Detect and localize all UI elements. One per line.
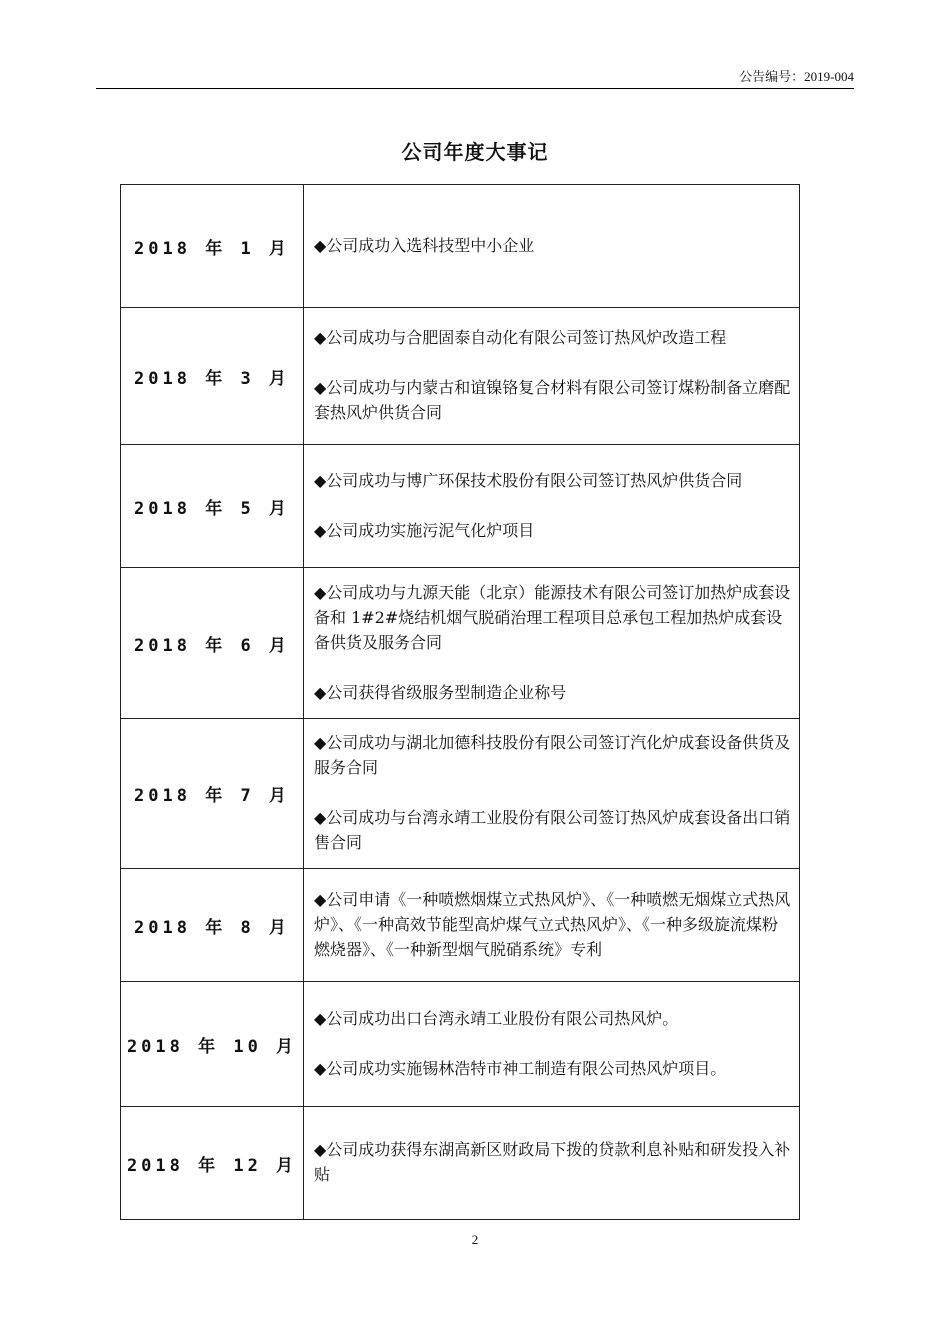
event-item: ◆公司申请《一种喷燃烟煤立式热风炉》、《一种喷燃无烟煤立式热风炉》、《一种高效节能型高炉煤气立式热风炉》、《一种多级旋流煤粉燃烧器》、《一种新型烟气脱硝系统》专利 [314,889,791,959]
event-description [304,1107,800,1220]
page-number: 2 [471,1232,479,1247]
event-description [304,445,800,568]
event-row [121,869,800,982]
event-description [304,869,800,982]
event-row [121,185,800,308]
event-date: 2018 年 5 月 [121,445,304,568]
event-date: 2018 年 1 月 [121,185,304,308]
announcement-ref: 公告编号：2019-004 [739,69,854,84]
event-item: ◆公司成功与合肥固泰自动化有限公司签订热风炉改造工程 [314,328,727,347]
event-description [304,982,800,1107]
event-item: ◆公司成功与湖北加德科技股份有限公司签订汽化炉成套设备供货及服务合同 [314,733,791,777]
event-item: ◆公司成功与博广环保技术股份有限公司签订热风炉供货合同 [314,470,743,490]
event-description [304,185,800,308]
event-item: ◆公司获得省级服务型制造企业称号 [314,682,567,702]
events-table [120,184,800,1220]
header-divider [96,88,854,89]
event-row [121,982,800,1107]
event-item: ◆公司成功实施污泥气化炉项目 [314,520,535,540]
event-item: ◆公司成功入选科技型中小企业 [314,235,535,255]
event-description [304,568,800,719]
event-date: 2018 年 8 月 [121,869,304,982]
event-item: ◆公司成功出口台湾永靖工业股份有限公司热风炉。 [314,1008,679,1028]
event-row [121,568,800,719]
event-date: 2018 年 12 月 [121,1107,304,1220]
event-date: 2018 年 6 月 [121,568,304,719]
event-row [121,445,800,568]
event-item: ◆公司成功与台湾永靖工业股份有限公司签订热风炉成套设备出口销售合同 [314,808,791,852]
event-item: ◆公司成功获得东湖高新区财政局下拨的贷款利息补贴和研发投入补贴 [314,1140,791,1184]
event-item: ◆公司成功实施锡林浩特市神工制造有限公司热风炉项目。 [314,1058,727,1078]
event-description [304,308,800,445]
event-item: ◆公司成功与九源天能（北京）能源技术有限公司签订加热炉成套设备和 1#2#烧结机烟气脱硝治理工程项目总承包工程加热炉成套设备供货及服务合同 [314,582,791,652]
event-date: 2018 年 3 月 [121,308,304,445]
event-item: ◆公司成功与内蒙古和谊镍铬复合材料有限公司签订煤粉制备立磨配套热风炉供货合同 [314,378,791,422]
event-row [121,308,800,445]
event-description [304,719,800,869]
event-date: 2018 年 7 月 [121,719,304,869]
event-row [121,1107,800,1220]
event-date: 2018 年 10 月 [121,982,304,1107]
page-title: 公司年度大事记 [401,140,549,164]
event-row [121,719,800,869]
